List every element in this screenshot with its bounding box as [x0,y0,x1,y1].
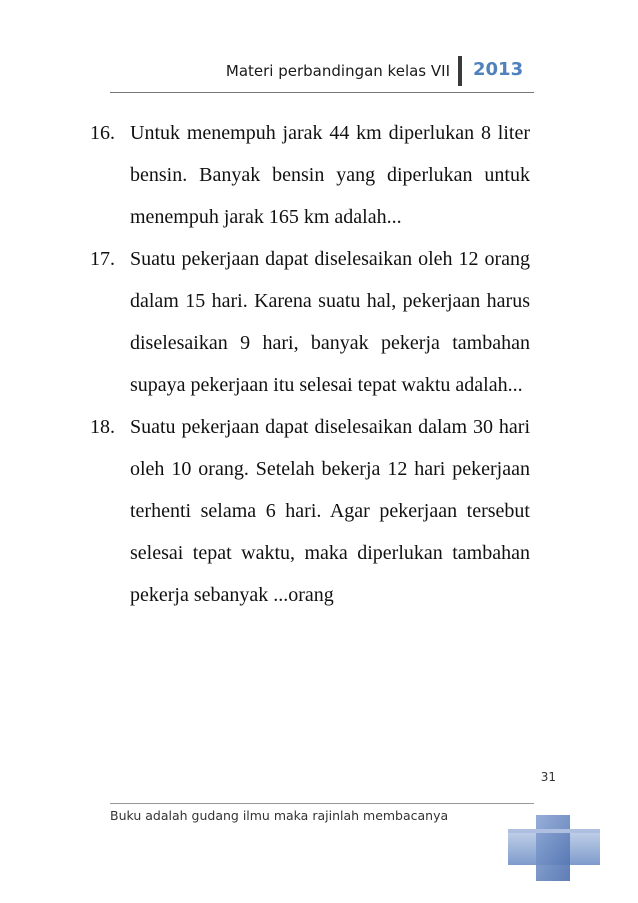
exercise-number: 17. [90,248,115,270]
page-header [110,56,530,86]
footer-text: Buku adalah gudang ilmu maka rajinlah membacanya [110,808,449,823]
exercise-text: Suatu pekerjaan dapat diselesaikan dalam 30 hari oleh 10 orang. Setelah bekerja 12 hari pekerjaan terhenti selama 6 hari. Agar pekerjaan tersebut selesai tepat waktu, maka diperlukan tambahan pekerja sebanyak ...orang [130,416,530,606]
footer-decoration-icon [508,815,600,881]
exercise-number: 16. [90,122,115,144]
exercise-item-18 [90,406,530,616]
header-rule [110,92,534,93]
header-separator [458,56,462,86]
footer-rule [110,803,534,804]
header-title: Materi perbandingan kelas VII [225,62,450,80]
exercise-number: 18. [90,416,115,438]
exercise-list [90,112,530,616]
header-year: 2013 [473,59,524,80]
exercise-text: Suatu pekerjaan dapat diselesaikan oleh 12 orang dalam 15 hari. Karena suatu hal, pekerjaan harus diselesaikan 9 hari, banyak pekerja tambahan supaya pekerjaan itu selesai tepat waktu adalah... [130,248,530,396]
exercise-item-17 [90,238,530,406]
exercise-item-16 [90,112,530,238]
page-number: 31 [540,770,556,784]
exercise-text: Untuk menempuh jarak 44 km diperlukan 8 liter bensin. Banyak bensin yang diperlukan untuk menempuh jarak 165 km adalah... [130,122,530,228]
